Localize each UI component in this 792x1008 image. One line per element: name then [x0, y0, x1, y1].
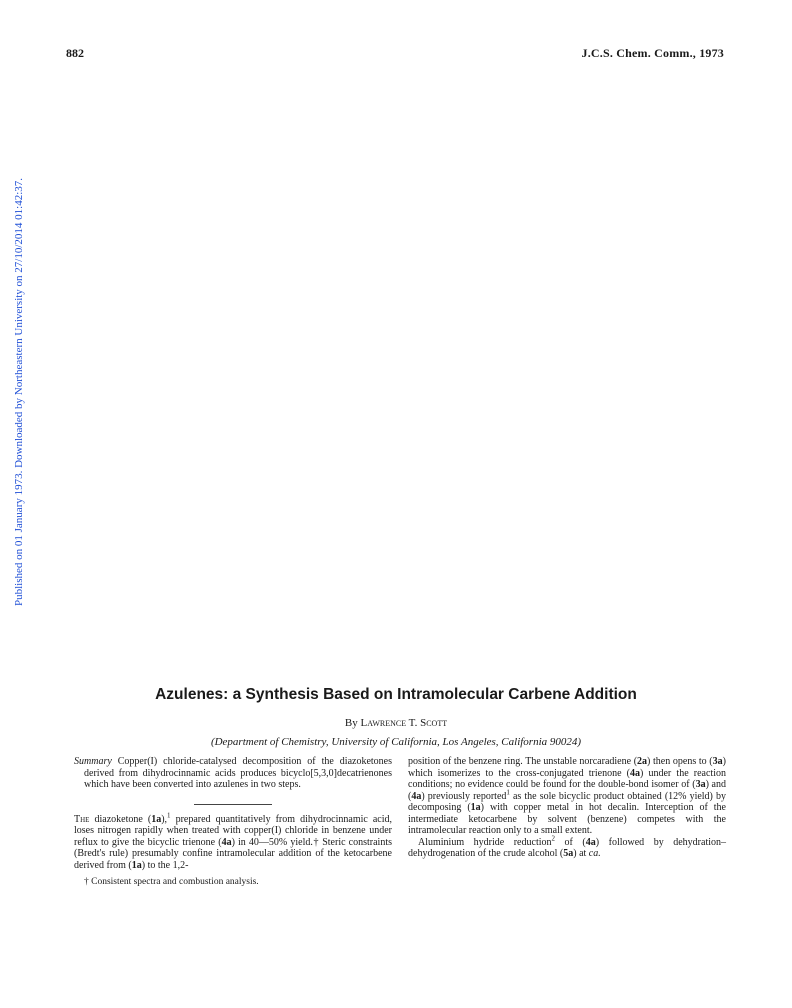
body-text: ) at — [573, 848, 587, 859]
summary-text: Copper(I) chloride-catalysed decomposition of the diazoketones derived from dihydrocinnamic acids produces bicyclo[5,3,0]decatrienones which have been converted into azulenes in two steps. — [84, 756, 393, 790]
compound-ref: 1a — [131, 859, 142, 871]
compound-ref: 1a — [151, 813, 162, 825]
compound-ref: 3a — [712, 756, 723, 767]
author-name: Lawrence T. Scott — [360, 717, 448, 729]
body-text: diazoketone ( — [94, 813, 152, 825]
compound-ref: 3a — [695, 779, 706, 790]
byline-prefix: By — [344, 717, 358, 729]
download-stamp: Published on 01 January 1973. Downloaded by Northeastern University on 27/10/2014 01:42:37. — [13, 177, 25, 606]
body-text: ) previously reported — [421, 790, 507, 802]
body-text: ) then opens to ( — [647, 756, 713, 767]
summary-label: Summary — [74, 756, 112, 767]
body-text: ), — [161, 813, 168, 825]
paragraph-lead: The — [74, 813, 90, 825]
author-byline — [0, 717, 792, 729]
body-paragraph-1 — [74, 811, 393, 872]
body-text: as the sole bicyclic product obtained (12% yield) by decomposing ( — [408, 790, 726, 813]
compound-ref: 2a — [637, 756, 648, 767]
compound-ref: 4a — [411, 790, 422, 802]
body-paragraph-2 — [408, 756, 726, 837]
body-text: ) followed by dehydration–dehydrogenation of the crude alcohol ( — [408, 836, 726, 859]
body-text: ) with copper metal in hot decalin. Interception of the intermediate ketocarbene by solvent (benzene) competes with the intramolecular reaction only to a small extent. — [408, 802, 726, 836]
compound-ref: 5a — [563, 848, 574, 859]
citation-ref: 2 — [551, 834, 555, 843]
body-paragraph-3 — [408, 834, 726, 860]
body-text: position of the benzene ring. The unstable norcaradiene ( — [408, 756, 638, 767]
journal-running-header — [582, 46, 724, 61]
compound-ref: 4a — [221, 836, 232, 848]
summary-paragraph — [74, 756, 392, 791]
right-column — [408, 756, 726, 860]
compound-ref: 4a — [630, 767, 640, 779]
body-text: prepared quantitatively from dihydrocinnamic acid, loses nitrogen rapidly when treated with copper(I) chloride in benzene under reflux to give the bicyclic trienone ( — [74, 813, 393, 848]
abbreviation: ca. — [588, 848, 601, 859]
compound-ref: 1a — [470, 802, 481, 813]
body-text: ) and ( — [408, 779, 726, 802]
compound-ref: 4a — [585, 836, 596, 848]
left-column — [74, 756, 392, 889]
citation-ref: 1 — [167, 811, 171, 820]
body-text: ) to the 1,2- — [141, 859, 189, 871]
footnote: † Consistent spectra and combustion analysis. — [84, 877, 259, 887]
section-divider — [194, 804, 272, 805]
body-text: ) which isomerizes to the cross-conjugated trienone ( — [408, 756, 726, 779]
body-text: of ( — [564, 836, 586, 848]
page-number: 882 — [66, 46, 84, 60]
citation-ref: 1 — [506, 788, 510, 797]
body-text: ) in 40—50% yield.† Steric constraints (Bredt's rule) presumably confine intramolecular addition of the ketocarbene derived from ( — [74, 836, 392, 871]
author-affiliation: (Department of Chemistry, University of California, Los Angeles, California 90024) — [210, 736, 582, 748]
body-text: ) under the reaction conditions; no evidence could be found for the double-bond isomer of ( — [408, 767, 726, 790]
journal-name: J.C.S. Chem. Comm., 1973 — [581, 46, 724, 60]
article-title: Azulenes: a Synthesis Based on Intramolecular Carbene Addition — [155, 686, 637, 703]
body-text: Aluminium hydride reduction — [418, 836, 552, 848]
